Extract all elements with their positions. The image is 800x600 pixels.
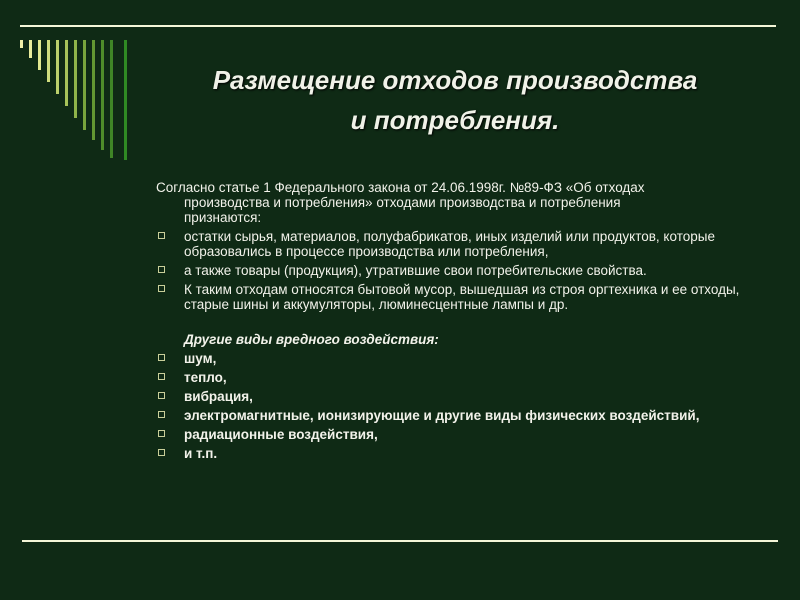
intro-paragraph — [156, 180, 756, 225]
square-bullet-icon — [158, 373, 165, 380]
list-item-text: К таким отходам относятся бытовой мусор, вышедшая из строя оргтехника и ее отходы, старые шины и аккумуляторы, люминесцентные лампы и др. — [184, 282, 740, 312]
spacer — [156, 316, 756, 332]
square-bullet-icon — [158, 232, 165, 239]
list-item — [156, 427, 756, 442]
square-bullet-icon — [158, 266, 165, 273]
list-item-text: а также товары (продукция), утратившие свои потребительские свойства. — [184, 263, 647, 278]
list-item — [156, 282, 756, 312]
heading-text: Другие виды вредного воздействия: — [184, 332, 439, 347]
list-item-text: радиационные воздействия, — [184, 427, 378, 442]
list-item — [156, 408, 756, 423]
list-item — [156, 229, 756, 259]
list-item — [156, 263, 756, 278]
square-bullet-icon — [158, 411, 165, 418]
square-bullet-icon — [158, 449, 165, 456]
square-bullet-icon — [158, 430, 165, 437]
intro-line-1: Согласно статье 1 Федерального закона от 24.06.1998г. №89-ФЗ «Об отходах — [156, 180, 645, 195]
list-item-text: шум, — [184, 351, 217, 366]
list-item — [156, 389, 756, 404]
list-item — [156, 370, 756, 385]
square-bullet-icon — [158, 285, 165, 292]
intro-line-2: производства и потребления» отходами производства и потребления — [184, 195, 621, 210]
title-line-1: Размещение отходов производства — [212, 65, 698, 95]
list-item-text: и т.п. — [184, 446, 218, 461]
title-line-2: и потребления. — [350, 105, 560, 135]
square-bullet-icon — [158, 392, 165, 399]
intro-line-3: признаются: — [184, 210, 262, 225]
slide-body — [156, 180, 756, 465]
other-impacts-heading — [156, 332, 756, 347]
list-item-text: остатки сырья, материалов, полуфабрикатов, иных изделий или продуктов, которые образовались в процессе производства или потребления, — [184, 229, 715, 259]
list-item-text: электромагнитные, ионизирующие и другие виды физических воздействий, — [184, 408, 700, 423]
list-item-text: вибрация, — [184, 389, 253, 404]
square-bullet-icon — [158, 354, 165, 361]
list-item-text: тепло, — [184, 370, 227, 385]
slide-title — [150, 60, 760, 140]
list-item — [156, 446, 756, 461]
bottom-rule — [22, 540, 778, 542]
decorative-stripes — [0, 0, 140, 170]
list-item — [156, 351, 756, 366]
